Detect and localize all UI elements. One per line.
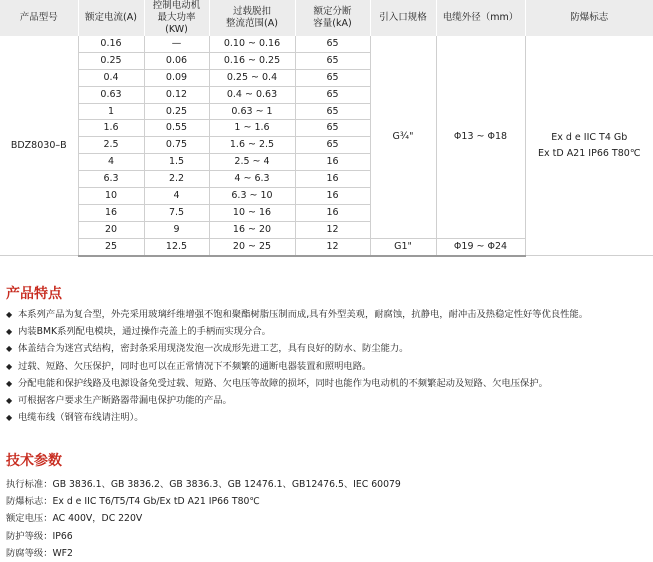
rated-current-cell: 1 bbox=[78, 103, 144, 120]
overload-range-cell: 0.4 ~ 0.63 bbox=[209, 86, 295, 103]
overload-range-cell: 0.25 ~ 0.4 bbox=[209, 69, 295, 86]
param-anticorrosion: 防腐等级：WF2 bbox=[6, 547, 73, 559]
overload-range-cell: 2.5 ~ 4 bbox=[209, 154, 295, 171]
entry-spec-cell: G¾" bbox=[370, 36, 436, 238]
features-title: 产品特点 bbox=[6, 286, 62, 302]
rated-current-cell: 0.25 bbox=[78, 52, 144, 69]
cable-diameter-cell: Φ19 ~ Φ24 bbox=[436, 238, 525, 255]
feature-text: 分配电能和保护线路及电源设备免受过载、短路、欠电压等故障的损坏，同时也能作为电动机的不频繁起动及短路、欠电压保护。 bbox=[18, 377, 548, 389]
list-item bbox=[6, 392, 588, 409]
motor-power-cell: 0.55 bbox=[144, 120, 209, 137]
diamond-bullet-icon: ◆ bbox=[6, 378, 13, 388]
header-entry-spec: 引入口规格 bbox=[370, 0, 436, 36]
feature-text: 体盖结合为迷宫式结构，密封条采用现浇发泡一次成形先进工艺，具有良好的防水、防尘能力。 bbox=[18, 343, 409, 355]
motor-power-cell: 0.12 bbox=[144, 86, 209, 103]
entry-spec-cell: G1" bbox=[370, 238, 436, 255]
rated-current-cell: 6.3 bbox=[78, 171, 144, 188]
overload-range-cell: 6.3 ~ 10 bbox=[209, 188, 295, 205]
rated-current-cell: 10 bbox=[78, 188, 144, 205]
breaking-capacity-cell: 65 bbox=[295, 69, 370, 86]
rated-current-cell: 25 bbox=[78, 238, 144, 255]
header-breaking-capacity: 额定分断 容量(kA) bbox=[295, 0, 370, 36]
breaking-capacity-cell: 16 bbox=[295, 204, 370, 221]
overload-range-cell: 16 ~ 20 bbox=[209, 221, 295, 238]
header-motor-power: 控制电动机 最大功率(KW) bbox=[144, 0, 209, 36]
breaking-capacity-cell: 65 bbox=[295, 120, 370, 137]
table-header-row bbox=[0, 0, 653, 36]
motor-power-cell: 9 bbox=[144, 221, 209, 238]
list-item bbox=[6, 409, 588, 426]
header-rated-current: 额定电流(A) bbox=[78, 0, 144, 36]
motor-power-cell: 0.06 bbox=[144, 52, 209, 69]
ex-mark-cell bbox=[525, 36, 653, 256]
feature-text: 可根据客户要求生产断路器带漏电保护功能的产品。 bbox=[18, 394, 232, 406]
header-ex-mark: 防爆标志 bbox=[525, 0, 653, 36]
table-row bbox=[0, 36, 653, 52]
rated-current-cell: 0.16 bbox=[78, 36, 144, 52]
breaking-capacity-cell: 65 bbox=[295, 52, 370, 69]
feature-text: 本系列产品为复合型，外壳采用玻璃纤维增强不饱和聚酯树脂压制而成,具有外型美观，耐腐蚀，抗静电，耐冲击及热稳定性好等优良性能。 bbox=[18, 309, 589, 320]
motor-power-cell: 4 bbox=[144, 188, 209, 205]
diamond-bullet-icon: ◆ bbox=[6, 344, 13, 354]
feature-text: 电缆布线（钢管布线请注明）。 bbox=[18, 412, 144, 424]
motor-power-cell: 12.5 bbox=[144, 238, 209, 255]
header-overload-range: 过载脱扣 整流范围(A) bbox=[209, 0, 295, 36]
ex-mark-line-1: Ex d e IIC T4 Gb bbox=[551, 131, 628, 143]
breaking-capacity-cell: 65 bbox=[295, 103, 370, 120]
rated-current-cell: 16 bbox=[78, 204, 144, 221]
overload-range-cell: 1.6 ~ 2.5 bbox=[209, 137, 295, 154]
motor-power-cell: — bbox=[144, 36, 209, 52]
cable-diameter-cell: Φ13 ~ Φ18 bbox=[436, 36, 525, 238]
param-voltage: 额定电压：AC 400V，DC 220V bbox=[6, 513, 143, 525]
spec-table bbox=[0, 0, 653, 257]
motor-power-cell: 0.75 bbox=[144, 137, 209, 154]
diamond-bullet-icon: ◆ bbox=[6, 361, 13, 371]
list-item bbox=[6, 340, 588, 357]
diamond-bullet-icon: ◆ bbox=[6, 327, 13, 337]
param-ex-mark: 防爆标志：Ex d e IIC T6/T5/T4 Gb/Ex tD A21 IP66 T80℃ bbox=[6, 496, 260, 508]
diamond-bullet-icon: ◆ bbox=[6, 310, 13, 319]
list-item bbox=[6, 306, 588, 323]
overload-range-cell: 0.16 ~ 0.25 bbox=[209, 52, 295, 69]
rated-current-cell: 0.63 bbox=[78, 86, 144, 103]
breaking-capacity-cell: 65 bbox=[295, 86, 370, 103]
breaking-capacity-cell: 16 bbox=[295, 171, 370, 188]
motor-power-cell: 1.5 bbox=[144, 154, 209, 171]
header-model: 产品型号 bbox=[0, 0, 78, 36]
diamond-bullet-icon: ◆ bbox=[6, 395, 13, 405]
tech-title: 技术参数 bbox=[6, 453, 62, 469]
feature-text: 内装BMK系列配电模块，通过操作壳盖上的手柄而实现分合。 bbox=[18, 326, 271, 338]
breaking-capacity-cell: 12 bbox=[295, 238, 370, 255]
model-cell: BDZ8030–B bbox=[0, 36, 78, 256]
breaking-capacity-cell: 65 bbox=[295, 137, 370, 154]
rated-current-cell: 2.5 bbox=[78, 137, 144, 154]
list-item bbox=[6, 323, 588, 340]
rated-current-cell: 1.6 bbox=[78, 120, 144, 137]
overload-range-cell: 20 ~ 25 bbox=[209, 238, 295, 255]
feature-text: 过载、短路、欠压保护，同时也可以在正常情况下不频繁的通断电器装置和照明电路。 bbox=[18, 360, 372, 372]
overload-range-cell: 4 ~ 6.3 bbox=[209, 171, 295, 188]
overload-range-cell: 10 ~ 16 bbox=[209, 204, 295, 221]
breaking-capacity-cell: 16 bbox=[295, 154, 370, 171]
breaking-capacity-cell: 12 bbox=[295, 221, 370, 238]
motor-power-cell: 7.5 bbox=[144, 204, 209, 221]
param-standards: 执行标准：GB 3836.1、GB 3836.2、GB 3836.3、GB 12476.1、GB12476.5、IEC 60079 bbox=[6, 479, 401, 490]
motor-power-cell: 0.09 bbox=[144, 69, 209, 86]
rated-current-cell: 0.4 bbox=[78, 69, 144, 86]
ex-mark-line-2: Ex tD A21 IP66 T80℃ bbox=[537, 147, 641, 159]
overload-range-cell: 0.63 ~ 1 bbox=[209, 103, 295, 120]
list-item bbox=[6, 358, 588, 375]
diamond-bullet-icon: ◆ bbox=[6, 413, 13, 423]
overload-range-cell: 0.10 ~ 0.16 bbox=[209, 36, 295, 52]
feature-list bbox=[6, 306, 588, 426]
motor-power-cell: 2.2 bbox=[144, 171, 209, 188]
breaking-capacity-cell: 16 bbox=[295, 188, 370, 205]
breaking-capacity-cell: 65 bbox=[295, 36, 370, 52]
tech-params bbox=[6, 476, 401, 562]
rated-current-cell: 20 bbox=[78, 221, 144, 238]
rated-current-cell: 4 bbox=[78, 154, 144, 171]
header-cable-diameter: 电缆外径（mm） bbox=[436, 0, 525, 36]
list-item bbox=[6, 375, 588, 392]
overload-range-cell: 1 ~ 1.6 bbox=[209, 120, 295, 137]
motor-power-cell: 0.25 bbox=[144, 103, 209, 120]
param-protection: 防护等级：IP66 bbox=[6, 530, 73, 542]
